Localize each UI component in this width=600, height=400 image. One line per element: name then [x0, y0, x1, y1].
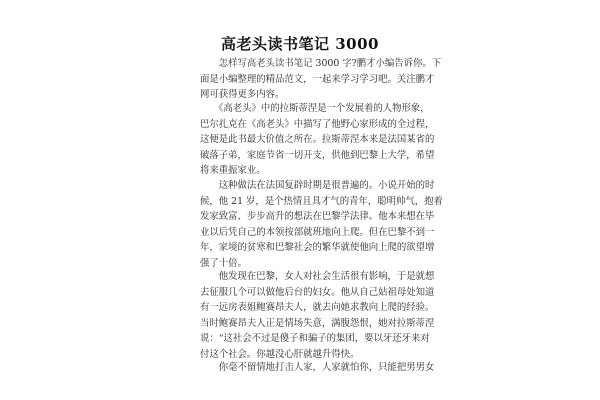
text-line: 付这个社会。你越没心肝就越升得快。: [200, 348, 360, 360]
text-line: 面是小编整理的精品范文，一起来学习学习吧。关注鹏才: [200, 73, 435, 85]
text-line: 发家致富、步步高升的想法在巴黎学法律。他本来想在毕: [200, 211, 435, 223]
paragraph-continuation: [200, 360, 434, 376]
text-line: 强了十倍。: [200, 257, 247, 269]
paragraph-character: [200, 101, 434, 179]
paragraph-background: [200, 178, 443, 272]
text-line: 巴尔扎克在《高老头》中描写了他野心家形成的全过程，: [200, 118, 435, 130]
document-title: 高老头读书笔记 3000: [221, 35, 379, 53]
text-line: 候，他 21 岁，是个热情且具才气的青年，聪明帅气，抱着: [200, 195, 443, 207]
text-line: 网可获得更多内容。: [200, 89, 285, 101]
text-line: 年，家境的贫寒和巴黎社会的繁华就使他向上爬的欲望增: [200, 242, 435, 254]
text-line: 当时鲍赛昂夫人正是情场失意，满腹怨恨，她对拉斯蒂涅: [200, 317, 435, 329]
text-line: 他发现在巴黎，女人对社会生活很有影响，于是就想: [200, 271, 435, 282]
text-line: 说：“这社会不过是傻子和骗子的集团，要以牙还牙来对: [200, 333, 430, 345]
paragraph-paris: [200, 269, 434, 363]
text-line: 怎样写高老头读书笔记 3000 字?鹏才小编告诉你。下: [200, 58, 442, 69]
text-line: 有一远房表姐鲍赛昂夫人，就去向她求教向上爬的经验。: [200, 302, 435, 314]
text-line: 《高老头》中的拉斯蒂涅是一个发展着的人物形象，: [200, 103, 430, 114]
text-line: 破落子弟，家庭节省一切开支，供他到巴黎上大学，希望: [200, 149, 435, 161]
text-line: 将来重振家业。: [200, 165, 266, 177]
text-line: 去征服几个可以做他后台的妇女。他从自己姑祖母处知道: [200, 286, 435, 298]
paragraph-intro: [200, 56, 441, 103]
text-line: 这便是此书最大价值之所在。拉斯蒂涅本来是法国某省的: [200, 134, 435, 146]
text-line: 业以后凭自己的本领按部就班地向上爬。但在巴黎不到一: [200, 226, 435, 238]
text-line: 这种做法在法国复辟时期是很普遍的。小说开始的时: [200, 180, 435, 191]
text-line: 你毫不留情地打击人家，人家就怕你，只能把男男女: [200, 362, 435, 373]
